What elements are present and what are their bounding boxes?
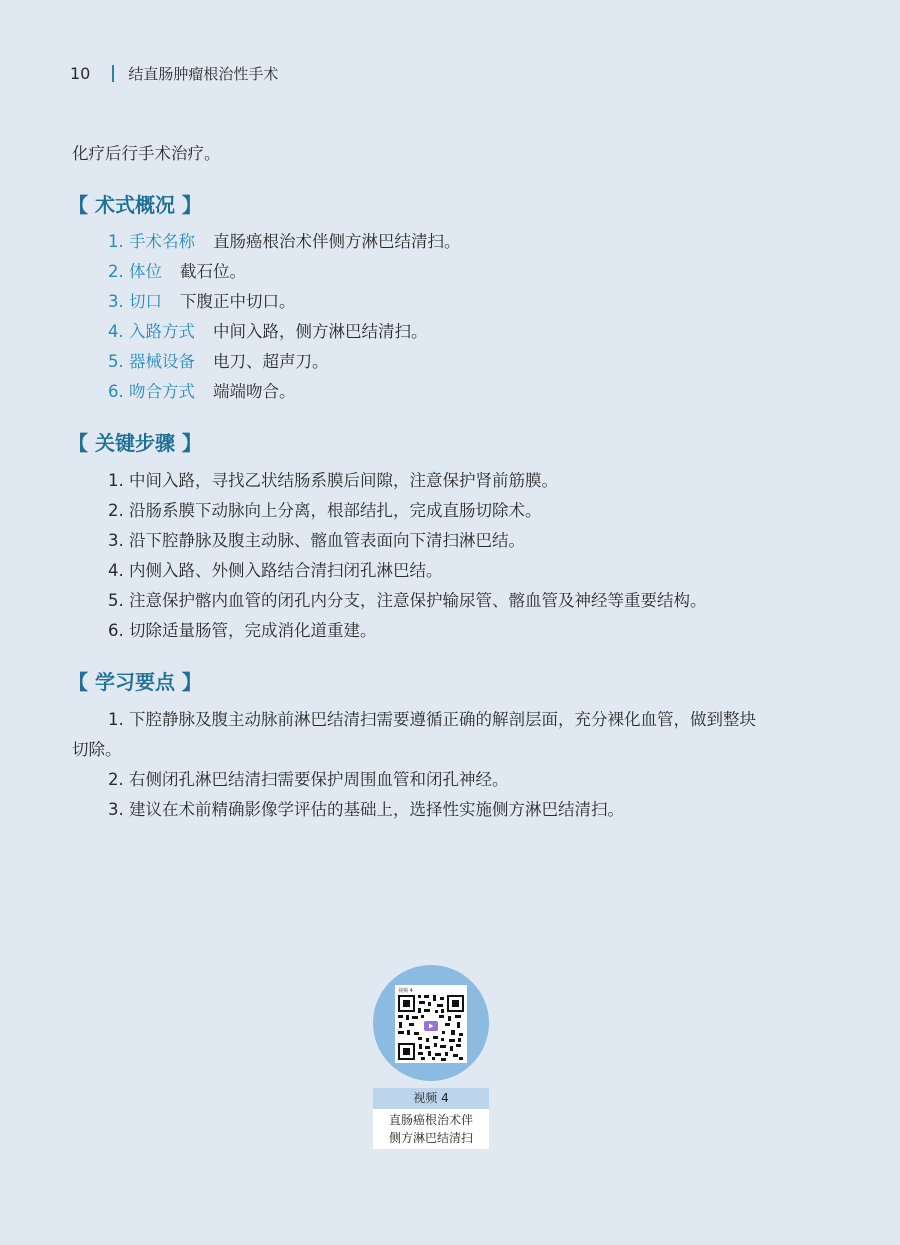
step-number: 6. [108, 621, 124, 640]
chapter-title: 结直肠肿瘤根治性手术 [128, 64, 279, 83]
overview-item [108, 291, 296, 313]
step-text: 沿下腔静脉及腹主动脉、髂血管表面向下清扫淋巴结。 [129, 531, 525, 550]
video-caption-label: 视频 4 [373, 1088, 489, 1109]
step-text: 内侧入路、外侧入路结合清扫闭孔淋巴结。 [129, 561, 443, 580]
video-caption [373, 1109, 489, 1149]
item-value: 直肠癌根治术伴侧方淋巴结清扫。 [213, 232, 461, 251]
item-number: 5. [108, 352, 124, 371]
learning-text: 右侧闭孔淋巴结清扫需要保护周围血管和闭孔神经。 [129, 770, 509, 789]
item-value: 中间入路，侧方淋巴结清扫。 [213, 322, 428, 341]
overview-heading: 【 术式概况 】 [68, 193, 202, 217]
step-text: 注意保护髂内血管的闭孔内分支，注意保护输尿管、髂血管及神经等重要结构。 [129, 591, 707, 610]
item-label: 器械设备 [129, 352, 195, 371]
step-item [108, 530, 525, 552]
overview-item [108, 261, 246, 283]
item-number: 3. [108, 292, 124, 311]
item-label: 手术名称 [129, 232, 195, 251]
overview-item [108, 231, 461, 253]
play-icon [422, 1019, 440, 1033]
learning-item [108, 799, 624, 821]
step-text: 沿肠系膜下动脉向上分离，根部结扎，完成直肠切除术。 [129, 501, 542, 520]
step-number: 4. [108, 561, 124, 580]
item-number: 6. [108, 382, 124, 401]
item-value: 截石位。 [180, 262, 246, 281]
step-number: 1. [108, 471, 124, 490]
item-value: 电刀、超声刀。 [213, 352, 329, 371]
step-item [108, 560, 443, 582]
item-number: 1. [108, 232, 124, 251]
step-item [108, 470, 558, 492]
header-divider [112, 65, 114, 82]
overview-item [108, 351, 329, 373]
step-text: 中间入路，寻找乙状结肠系膜后间隙，注意保护肾前筋膜。 [129, 471, 558, 490]
learning-text: 建议在术前精确影像学评估的基础上，选择性实施侧方淋巴结清扫。 [129, 800, 624, 819]
video-caption-line: 直肠癌根治术伴 [388, 1113, 473, 1127]
item-value: 端端吻合。 [213, 382, 296, 401]
qr-code[interactable] [395, 985, 467, 1063]
video-caption-line: 侧方淋巴结清扫 [388, 1131, 473, 1145]
learning-number: 2. [108, 770, 124, 789]
step-item [108, 590, 707, 612]
step-number: 3. [108, 531, 124, 550]
item-label: 体位 [129, 262, 162, 281]
step-item [108, 500, 542, 522]
overview-item [108, 381, 296, 403]
learning-item [108, 769, 509, 791]
running-header [70, 62, 278, 84]
item-label: 切口 [129, 292, 162, 311]
qr-video-label: 视频 4 [398, 988, 413, 994]
item-value: 下腹正中切口。 [180, 292, 296, 311]
step-number: 5. [108, 591, 124, 610]
item-number: 4. [108, 322, 124, 341]
learning-heading: 【 学习要点 】 [68, 670, 202, 694]
step-number: 2. [108, 501, 124, 520]
page-number: 10 [70, 63, 91, 83]
learning-item-line: 1. 下腔静脉及腹主动脉前淋巴结清扫需要遵循正确的解剖层面，充分裸化血管，做到整块 [108, 710, 756, 729]
steps-heading: 【 关键步骤 】 [68, 431, 202, 455]
learning-item-continuation: 切除。 [72, 740, 122, 759]
item-label: 吻合方式 [129, 382, 195, 401]
step-item [108, 620, 377, 642]
item-label: 入路方式 [129, 322, 195, 341]
overview-item [108, 321, 428, 343]
item-number: 2. [108, 262, 124, 281]
learning-number: 3. [108, 800, 124, 819]
step-text: 切除适量肠管，完成消化道重建。 [129, 621, 377, 640]
intro-text: 化疗后行手术治疗。 [72, 144, 221, 163]
